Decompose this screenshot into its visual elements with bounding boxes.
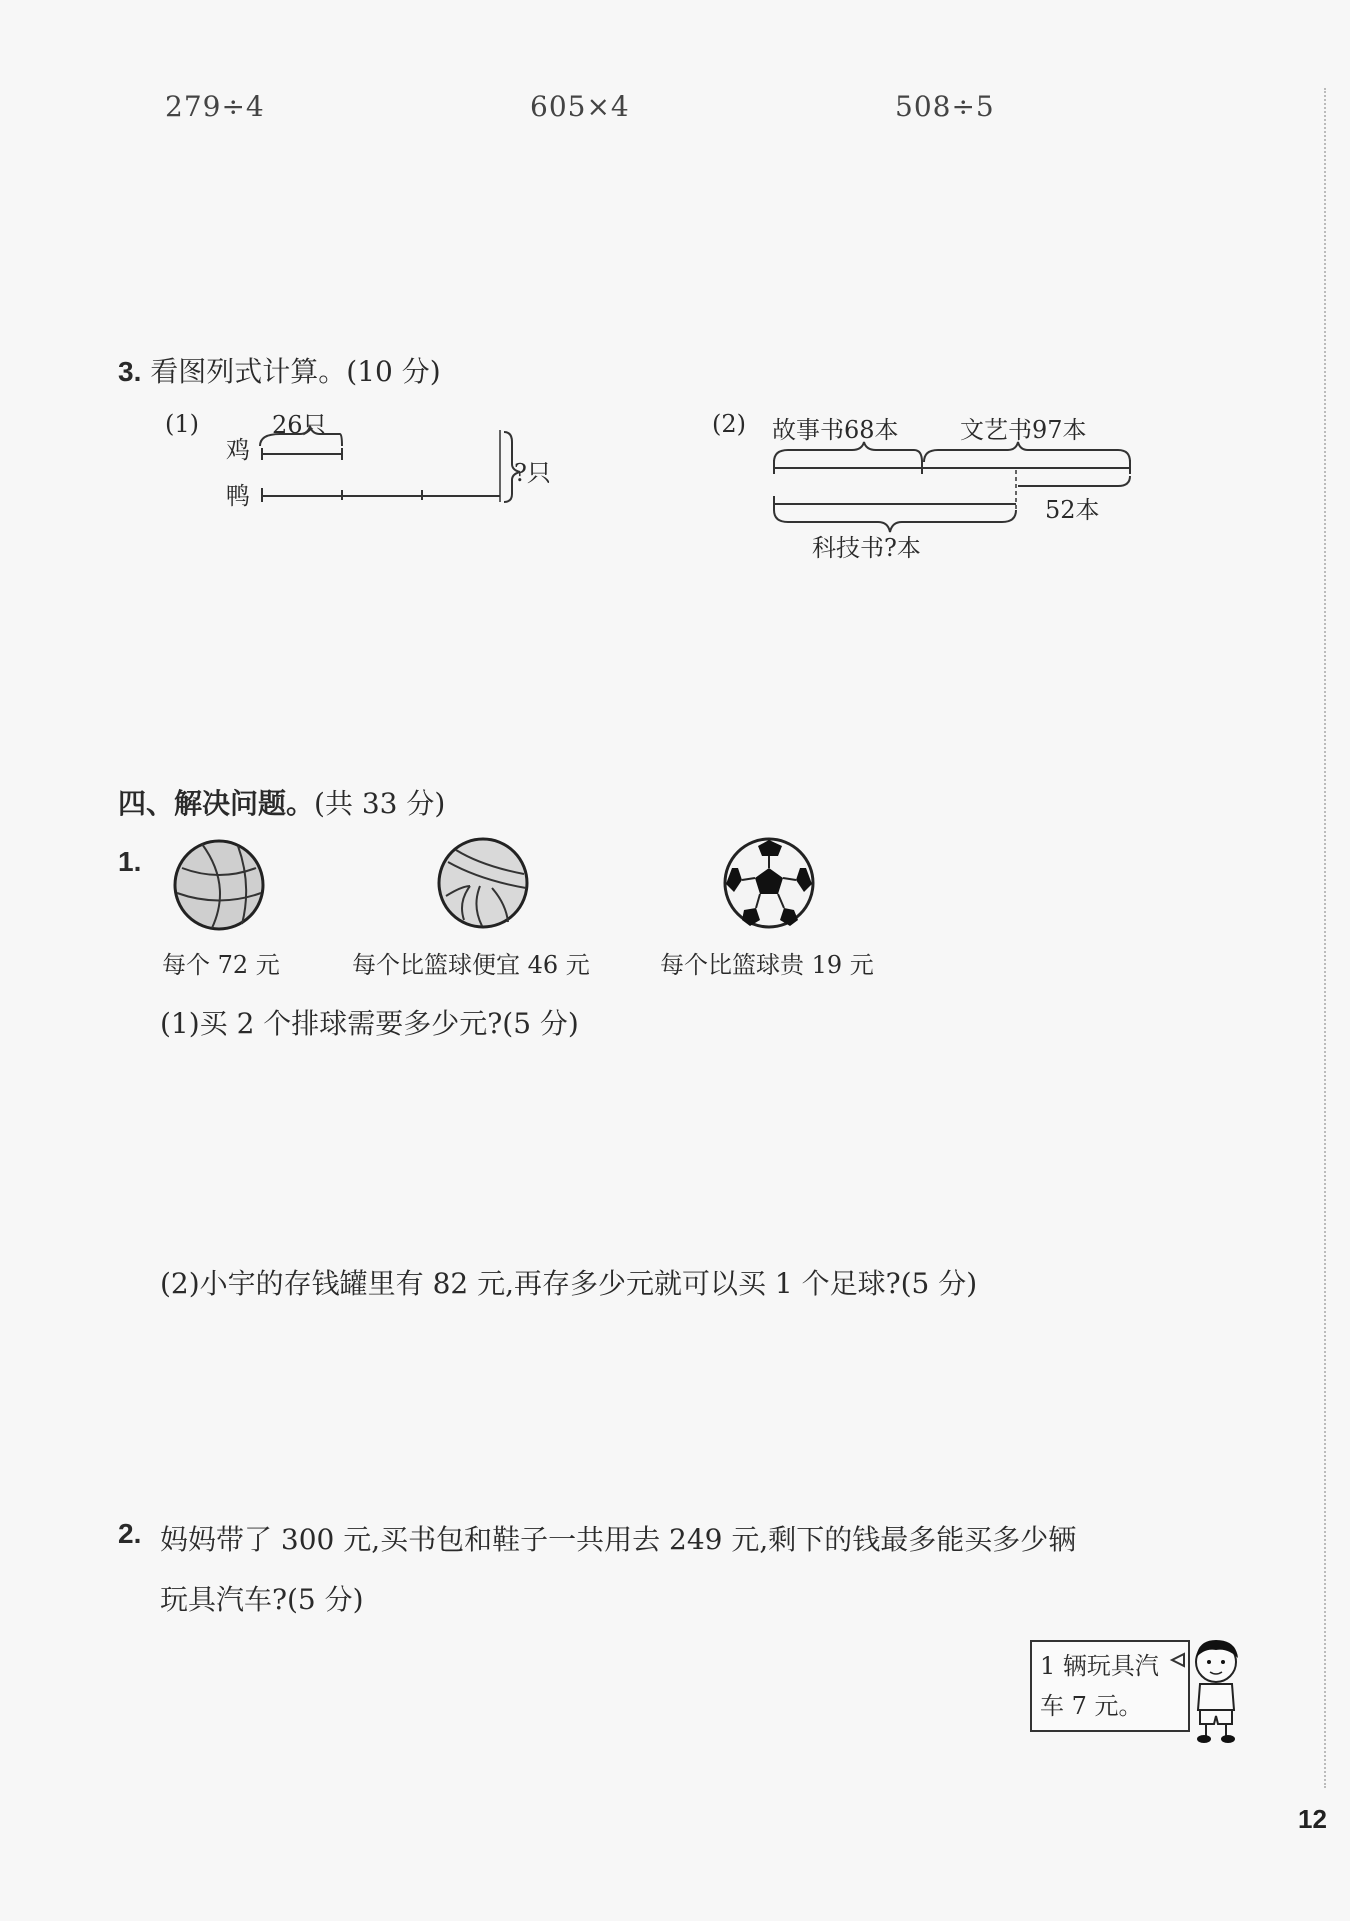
section4-total: (共 33 分) <box>314 787 446 820</box>
section4-heading <box>118 782 445 822</box>
page-number: 12 <box>1298 1804 1327 1834</box>
q3-sub2-diff: 52本 <box>1045 496 1100 524</box>
q3-sub2-story: 故事书68本 <box>772 416 899 444</box>
q3-sub2-art: 文艺书97本 <box>960 416 1087 444</box>
volleyball-price: 每个比篮球便宜 46 元 <box>352 951 590 979</box>
bubble-line-2: 车 7 元。 <box>1040 1692 1143 1720</box>
basketball-icon <box>172 838 266 932</box>
boy-icon <box>1184 1636 1254 1746</box>
q3-sub1-diagram <box>250 420 510 540</box>
bubble-line-1: 1 辆玩具汽 <box>1040 1652 1159 1680</box>
calc-3: 508÷5 <box>895 90 995 123</box>
q3-sub2-diagram <box>768 440 1168 550</box>
p2-line1: 妈妈带了 300 元,买书包和鞋子一共用去 249 元,剩下的钱最多能买多少辆 <box>160 1523 1077 1556</box>
p1-q2: (2)小宇的存钱罐里有 82 元,再存多少元就可以买 1 个足球?(5 分) <box>160 1267 978 1300</box>
q3-heading <box>118 350 441 390</box>
q3-sub2-label: (2) <box>712 410 746 438</box>
section4-title: 四、解决问题。 <box>118 788 315 819</box>
price-speech-bubble <box>1030 1640 1190 1732</box>
volleyball-icon <box>436 836 530 930</box>
margin-line <box>1324 88 1326 1788</box>
soccer-ball-icon <box>722 836 816 930</box>
q3-sub2-tech: 科技书?本 <box>812 534 921 562</box>
q3-number: 3. <box>118 356 142 387</box>
q3-sub1-label: (1) <box>165 410 199 438</box>
calc-2: 605×4 <box>530 90 630 123</box>
q3-title: 看图列式计算。(10 分) <box>150 355 441 388</box>
p1-number: 1. <box>118 846 142 877</box>
basketball-price: 每个 72 元 <box>162 951 280 979</box>
p2-number: 2. <box>118 1518 142 1549</box>
q3-sub1-result: ?只 <box>514 459 551 487</box>
q3-sub1-top: 26只 <box>272 411 327 439</box>
soccer-ball-price: 每个比篮球贵 19 元 <box>660 951 874 979</box>
q3-sub1-duck: 鸭 <box>226 482 250 510</box>
calc-1: 279÷4 <box>165 90 265 123</box>
p2-line2: 玩具汽车?(5 分) <box>160 1583 364 1616</box>
q3-sub1-chicken: 鸡 <box>226 436 250 464</box>
p1-q1: (1)买 2 个排球需要多少元?(5 分) <box>160 1007 579 1040</box>
